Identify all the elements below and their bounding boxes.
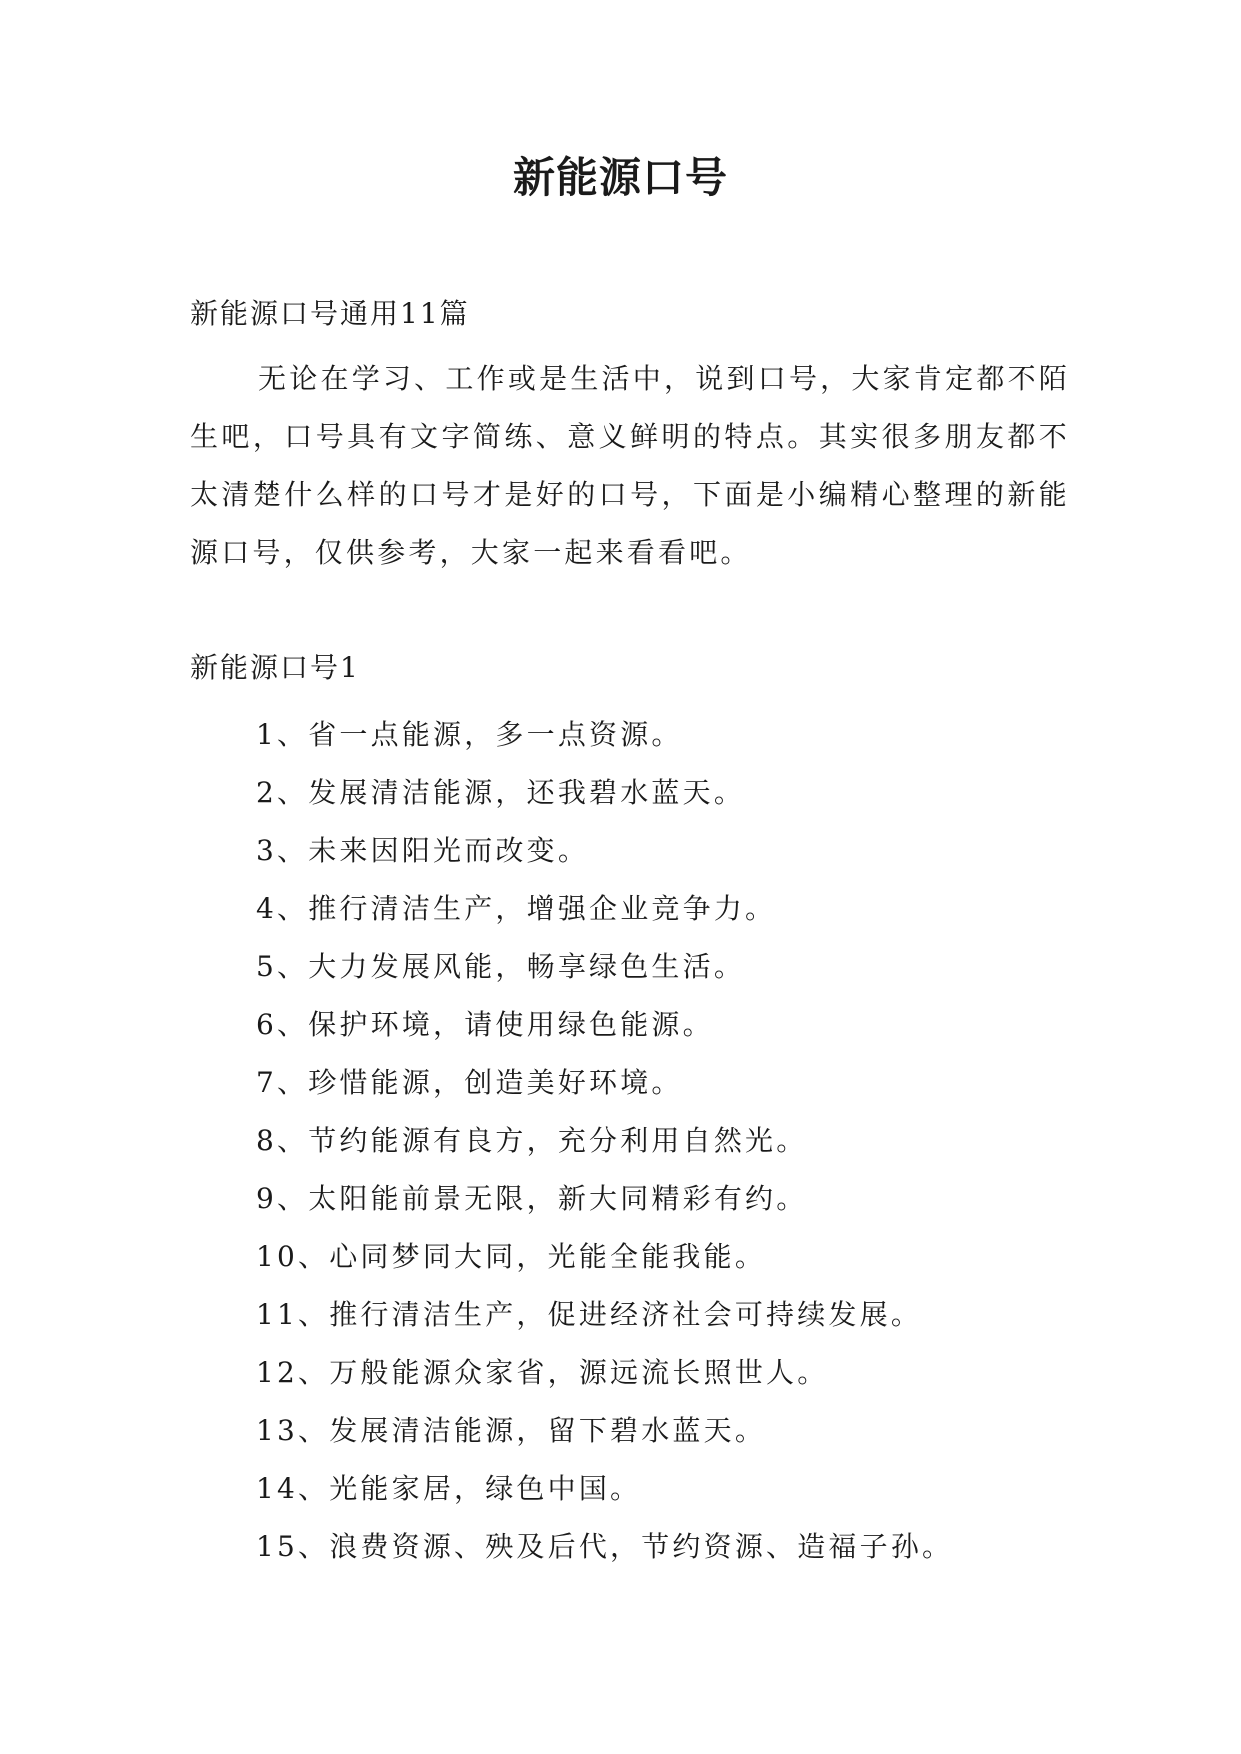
- slogan-item: 13、发展清洁能源，留下碧水蓝天。: [256, 1414, 767, 1447]
- slogan-item: 2、发展清洁能源，还我碧水蓝天。: [256, 776, 746, 809]
- slogan-item: 12、万般能源众家省，源远流长照世人。: [256, 1356, 829, 1389]
- slogan-item: 14、光能家居，绿色中国。: [256, 1472, 642, 1505]
- slogan-item: 7、珍惜能源，创造美好环境。: [256, 1066, 683, 1099]
- slogan-item: 9、太阳能前景无限，新大同精彩有约。: [256, 1182, 808, 1215]
- slogan-item: 15、浪费资源、殃及后代，节约资源、造福子孙。: [256, 1530, 954, 1563]
- slogan-item: 10、心同梦同大同，光能全能我能。: [256, 1240, 767, 1273]
- document-title: 新能源口号: [512, 153, 728, 202]
- slogan-item: 8、节约能源有良方，充分利用自然光。: [256, 1124, 808, 1157]
- slogan-item: 6、保护环境，请使用绿色能源。: [256, 1008, 714, 1041]
- slogan-list: [256, 706, 953, 1576]
- document-subtitle: 新能源口号通用11篇: [190, 297, 470, 330]
- intro-paragraph: 无论在学习、工作或是生活中，说到口号，大家肯定都不陌生吧，口号具有文字简练、意义鲜明的特点。其实很多朋友都不太清楚什么样的口号才是好的口号，下面是小编精心整理的新能源口号，仅供参考，大家一起来看看吧。: [190, 362, 1070, 569]
- slogan-item: 1、省一点能源，多一点资源。: [256, 718, 683, 751]
- slogan-item: 4、推行清洁生产，增强企业竞争力。: [256, 892, 777, 925]
- slogan-item: 11、推行清洁生产，促进经济社会可持续发展。: [256, 1298, 923, 1331]
- section-heading: 新能源口号1: [190, 651, 360, 684]
- slogan-item: 5、大力发展风能，畅享绿色生活。: [256, 950, 746, 983]
- slogan-item: 3、未来因阳光而改变。: [256, 834, 590, 867]
